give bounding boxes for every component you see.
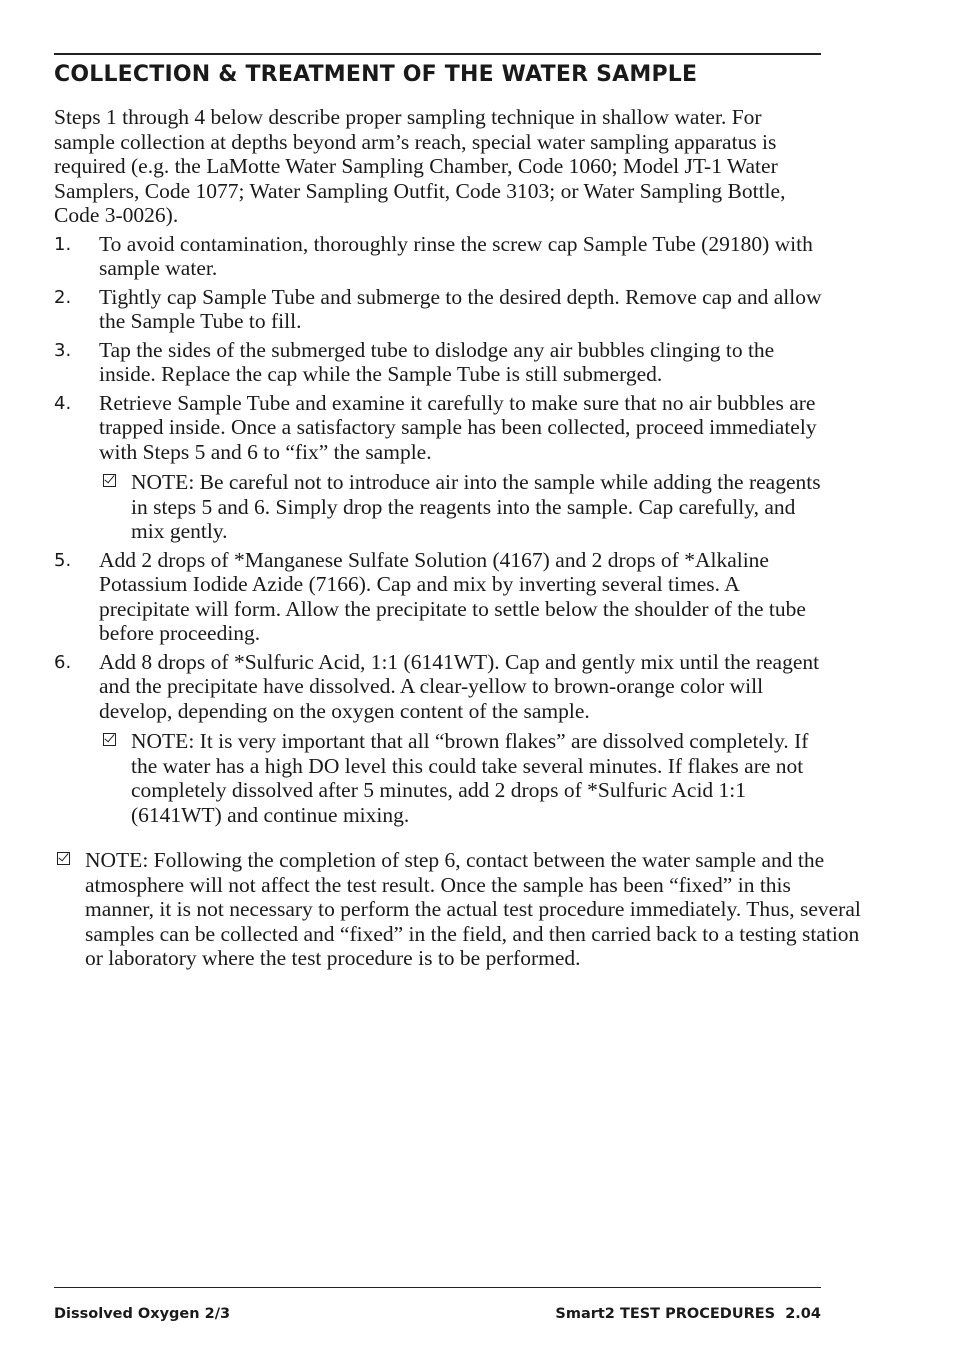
final-note-text: NOTE: Following the completion of step 6, contact between the water sample and the atmosphere will not affect the test result. Once the sample has been “fixed” in this manner, it is not necessary to perform the actual test procedure immediately. Thus, several samples can be collected and “fixed” in the field, and then carried back to a testing station or laboratory where the test procedure is to be performed.	[85, 848, 861, 970]
step-text: Add 2 drops of *Manganese Sulfate Solution (4167) and 2 drops of *Alkaline Potassium Iodide Azide (7166). Cap and mix by inverting several times. A precipitate will form. Allow the precipitate to settle below the shoulder of the tube before proceeding.	[99, 547, 806, 645]
step-number: 3.	[54, 339, 72, 361]
step-text: Add 8 drops of *Sulfuric Acid, 1:1 (6141WT). Cap and gently mix until the reagent and the precipitate have dissolved. A clear-yellow to brown-orange color will develop, depending on the oxygen content of the sample.	[99, 649, 820, 723]
step-1	[54, 232, 824, 281]
checkbox-checked-icon	[57, 852, 70, 865]
step-6	[54, 650, 824, 828]
checkbox-checked-icon	[103, 474, 116, 487]
step-text: Tap the sides of the submerged tube to dislodge any air bubbles clinging to the inside. Replace the cap while the Sample Tube is still submerged.	[99, 337, 775, 386]
procedure-steps	[54, 232, 824, 828]
top-rule	[54, 53, 821, 55]
note-text: NOTE: It is very important that all “brown flakes” are dissolved completely. If the water has a high DO level this could take several minutes. If flakes are not completely dissolved after 5 minutes, add 2 drops of *Sulfuric Acid 1:1 (6141WT) and continue mixing.	[131, 729, 809, 827]
note-text: NOTE: Be careful not to introduce air into the sample while adding the reagents in steps 5 and 6. Simply drop the reagents into the sample. Cap carefully, and mix gently.	[131, 470, 821, 543]
final-note	[54, 848, 865, 971]
step-number: 5.	[54, 549, 72, 571]
step-text: Retrieve Sample Tube and examine it carefully to make sure that no air bubbles are trapped inside. Once a satisfactory sample has been collected, proceed immediately with Steps 5 and 6 to “fix” the sample.	[99, 390, 817, 464]
step-5	[54, 548, 824, 646]
intro-paragraph: Steps 1 through 4 below describe proper sampling technique in shallow water. For sample collection at depths beyond arm’s reach, special water sampling apparatus is required (e.g. the LaMotte Water Sampling Chamber, Code 1060; Model JT-1 Water Samplers, Code 1077; Water Sampling Outfit, Code 3103; or Water Sampling Bottle, Code 3-0026).	[54, 105, 786, 227]
step-6-note	[99, 729, 824, 827]
step-number: 4.	[54, 392, 72, 414]
step-number: 1.	[54, 233, 72, 255]
section-heading: COLLECTION & TREATMENT OF THE WATER SAMPLE	[54, 62, 698, 87]
step-number: 6.	[54, 651, 72, 673]
step-4-note	[99, 470, 824, 544]
footer-section-label: Dissolved Oxygen 2/3	[54, 1306, 231, 1322]
step-4	[54, 391, 824, 544]
document-body	[54, 105, 861, 971]
step-2	[54, 285, 824, 334]
step-number: 2.	[54, 286, 72, 308]
step-3	[54, 338, 824, 387]
step-text: Tightly cap Sample Tube and submerge to the desired depth. Remove cap and allow the Sample Tube to fill.	[99, 284, 822, 333]
step-text: To avoid contamination, thoroughly rinse the screw cap Sample Tube (29180) with sample water.	[99, 231, 813, 280]
footer-page-label: Smart2 TEST PROCEDURES 2.04	[555, 1306, 821, 1322]
footer-rule	[54, 1287, 821, 1288]
checkbox-checked-icon	[103, 733, 116, 746]
